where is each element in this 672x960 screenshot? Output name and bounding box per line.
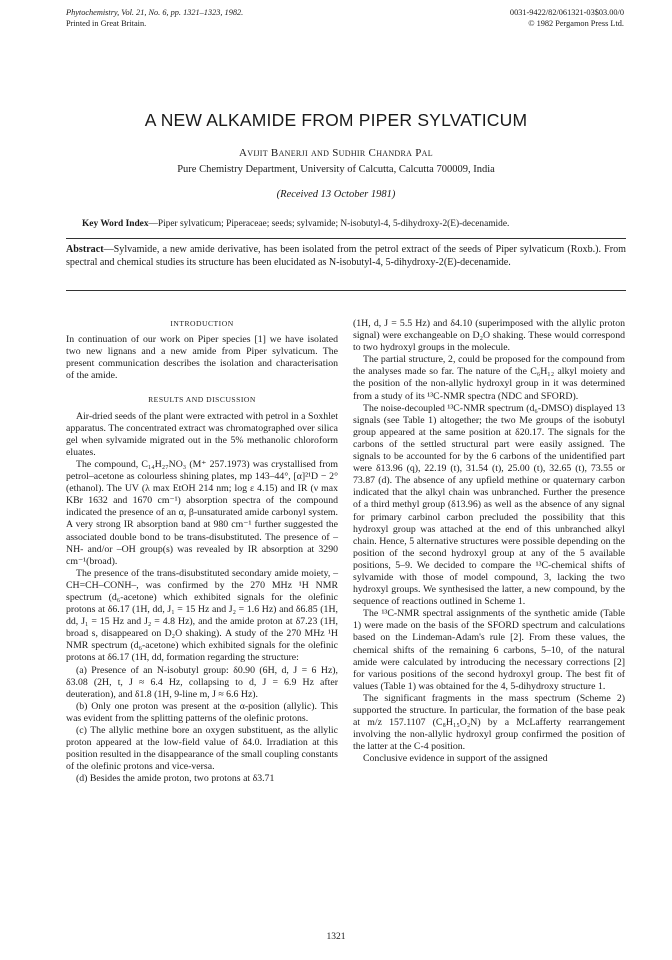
evidence-item-d: (d) Besides the amide proton, two protons at δ3.71 (76, 773, 275, 785)
printed-in: Printed in Great Britain. (66, 18, 147, 28)
results-heading: RESULTS AND DISCUSSION (148, 395, 256, 405)
evidence-item-c: (c) The allylic methine bore an oxygen substituent, as the allylic proton appeared at the low-field value of δ4.0. Irradiation at this position resulted in the disappearance of the small coupling constants of the olefinic protons and vice-versa. (66, 725, 338, 773)
copyright-notice: © 1982 Pergamon Press Ltd. (528, 18, 624, 28)
keyword-label: Key Word Index (82, 219, 149, 229)
abstract-top-rule (66, 238, 626, 239)
left-column (66, 318, 338, 785)
running-header-left (66, 8, 243, 29)
conclusion-paragraph: Conclusive evidence in support of the assigned (363, 753, 548, 765)
page-number: 1321 (326, 932, 346, 942)
running-header-right (510, 8, 624, 29)
abstract-text: —Sylvamide, a new amide derivative, has been isolated from the petrol extract of the seeds of Piper sylvaticum (Roxb.). From spectral and chemical studies its structure has been elucidated as N-isobutyl-4, 5-dihydroxy-2(E)-decenamide. (66, 244, 626, 269)
author-affiliation: Pure Chemistry Department, University of Calcutta, Calcutta 700009, India (177, 164, 495, 175)
evidence-item-b: (b) Only one proton was present at the α-position (allylic). This was evident from the splitting patterns of the olefinic protons. (66, 700, 338, 724)
partial-structure-paragraph: The partial structure, 2, could be proposed for the compound from the analyses made so far. The nature of the C₆H₁₂ alkyl moiety and the position of the non-allylic hydroxyl group in it was determined from a study of its ¹³C-NMR spectra (NDC and SFORD). (353, 354, 625, 402)
received-date: (Received 13 October 1981) (276, 189, 396, 200)
right-column (353, 318, 625, 765)
introduction-heading: INTRODUCTION (170, 319, 234, 328)
journal-citation: Phytochemistry, Vol. 21, No. 6, pp. 1321–1323, 1982. (66, 8, 244, 17)
article-title: A NEW ALKAMIDE FROM PIPER SYLVATICUM (144, 110, 528, 130)
results-paragraph-3: The presence of the trans-disubstituted secondary amide moiety, –CH=CH–CONH–, was confirmed by the 270 MHz ¹H NMR spectrum (d₆-acetone) which exhibited signals for the olefinic protons at δ6.17 (1H, dd, J₁ = 15 Hz and J₂ = 1.6 Hz) and δ6.85 (1H, dd, J₁ = 15 Hz and J₂ = 4.8 Hz), and the amide proton at δ7.23 (1H, broad s, disappeared on D₂O shaking). A study of the 270 MHz ¹H NMR spectrum (d₆-acetone) which exhibited signals for the olefinic protons at δ6.17 (1H, dd, formation regarding the structure: (66, 567, 338, 664)
mass-spectrum-paragraph: The significant fragments in the mass spectrum (Scheme 2) supported the structure. In particular, the formation of the base peak at m/z 157.1107 (C₈H₁₅O₂N) by a McLafferty rearrangement involving the non-allylic hydroxyl group confirmed the position of the latter at the C-4 position. (353, 692, 625, 753)
article-authors: Avijit Banerji and Sudhir Chandra Pal (239, 147, 433, 159)
abstract (66, 243, 626, 269)
continuation-paragraph: (1H, d, J = 5.5 Hz) and δ4.10 (superimposed with the allylic proton signal) were exchangeable on D₂O shaking. These would correspond to two hydroxyl groups in the molecule. (353, 318, 625, 354)
abstract-bottom-rule (66, 290, 626, 291)
carbon-nmr-paragraph: The noise-decoupled ¹³C-NMR spectrum (d₆-DMSO) displayed 13 signals (see Table 1) altogether; the two Me groups of the isobutyl group appeared at the same position at δ20.17. The signals for the carbons of the settled structural part were easily assigned. The signals to be accounted for by the 6 carbons of the unidentified part were δ13.96 (q), 22.19 (t), 31.54 (t), 25.00 (t), 32.65 (t), 73.55 or 73.87 (d). The absence of any upfield methine or quaternary carbon indicated that the alkyl chain was unbranched. Further the presence of a third methyl group (δ13.96) as well as the absence of any signal for primary carbinol carbon precluded the possibility that this hydroxyl group was attached at the end of this unbranched alkyl chain. Hence, 5 alternative structures were possible depending on the position of the second hydroxyl group at any of the 5 available positions, 5–9. We decided to compare the ¹³C-chemical shifts of sylvamide with those of model compound, 3, lacking the two hydroxyl groups. We synthesised the latter, a new compound, by the sequence of reactions outlined in Scheme 1. (353, 402, 625, 608)
introduction-paragraph: In continuation of our work on Piper species [1] we have isolated two new lignans and a new amide from Piper sylvaticum. The present communication describes the isolation and characterisation of the amide. (66, 334, 338, 382)
spectral-assignment-paragraph: The ¹³C-NMR spectral assignments of the synthetic amide (Table 1) were made on the basis of the SFORD spectrum and calculations based on the Lindeman-Adam's rule [2]. From these values, the chemical shifts of the remaining 6 carbons, 5–10, of the natural amide were calculated by introducing the necessary corrections [2] for various positions of the second hydroxyl group. The best fit of values (Table 1) was obtained for the 4, 5-dihydroxy structure 1. (353, 608, 625, 692)
article-code: 0031-9422/82/061321-03$03.00/0 (509, 8, 624, 17)
evidence-item-a: (a) Presence of an N-isobutyl group: δ0.90 (6H, d, J = 6 Hz), δ3.08 (2H, t, J ≈ 6.4 Hz, collapsing to d, J = 6.9 Hz after deuteration), and δ1.8 (1H, 9-line m, J ≈ 6.6 Hz). (66, 664, 338, 700)
results-paragraph-2: The compound, C₁₄H₂₇NO₃ (M⁺ 257.1973) was crystallised from petrol–acetone as colourless shining plates, mp 143–44°, [α]²¹D − 2° (ethanol). The UV (λ max EtOH 214 nm; log ε 4.15) and IR (ν max KBr 1632 and 1670 cm⁻¹) absorption spectra of the compound indicated the presence of an α, β-unsaturated amide carbonyl system. A very strong IR absorption band at 980 cm⁻¹ further suggested the associated double bond to be trans-disubstituted. The presence of –NH- and/or –OH group(s) was revealed by IR absorption at 3290 cm⁻¹(broad). (66, 458, 338, 567)
keyword-index (82, 218, 608, 230)
results-paragraph-1: Air-dried seeds of the plant were extracted with petrol in a Soxhlet apparatus. The concentrated extract was chromatographed over silica gel when sylvamide migrated out in the 5% methanolic chloroform eluates. (66, 410, 338, 458)
keyword-text: —Piper sylvaticum; Piperaceae; seeds; sylvamide; N-isobutyl-4, 5-dihydroxy-2(E)-decenamide. (148, 219, 510, 229)
abstract-label: Abstract (66, 244, 104, 255)
